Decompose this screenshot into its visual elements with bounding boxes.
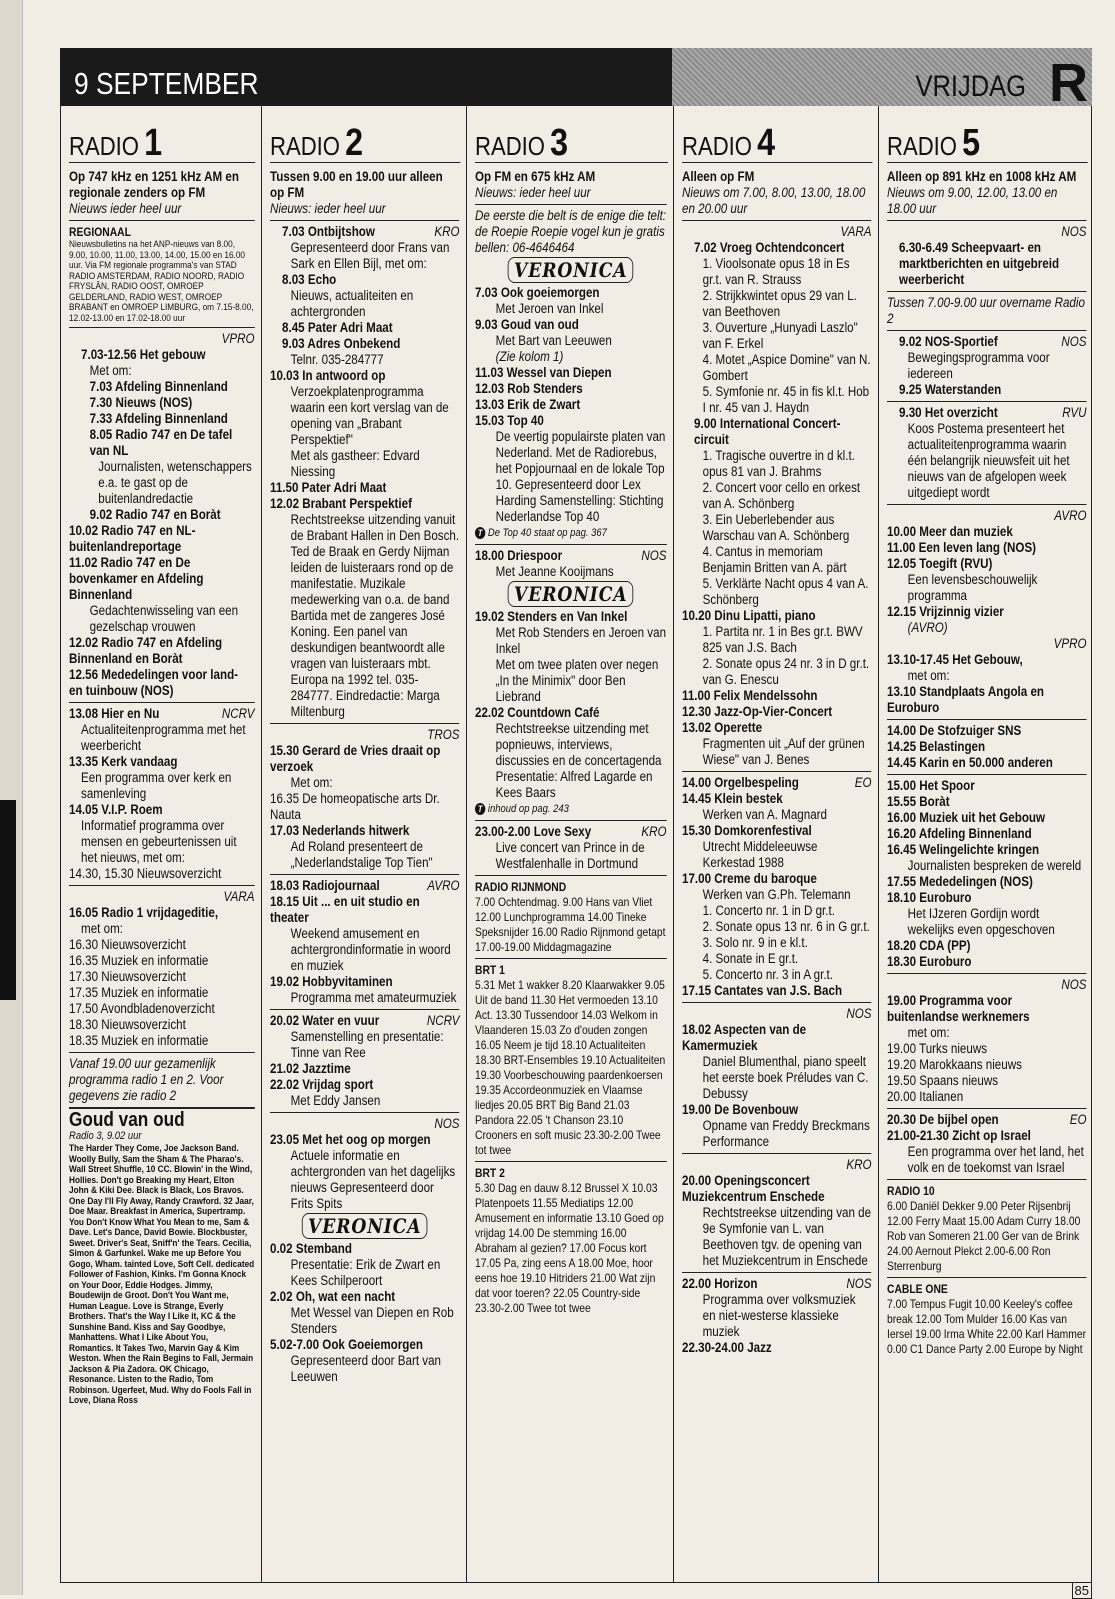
program-title: 10.00 Meer dan muziek xyxy=(887,524,1013,539)
station-label: RADIO xyxy=(270,131,340,161)
news-note: Nieuws ieder heel uur xyxy=(69,201,182,216)
program-title: 23.05 Met het oog op morgen xyxy=(270,1132,431,1147)
program-title: 12.15 Vrijzinnig vizier xyxy=(887,604,1004,619)
program-title: 9.00 International Concert-circuit xyxy=(694,416,841,447)
program-text: Fragmenten uit „Auf der grünen Wiese" van J. Benes xyxy=(702,736,865,767)
broadcaster-label: RVU xyxy=(1062,405,1087,420)
program-title: 9.02 NOS-Sportief xyxy=(899,334,998,349)
veronica-logo xyxy=(270,1214,460,1238)
tip-note xyxy=(475,525,667,541)
program-title: 10.02 Radio 747 en NL-buitenlandreportage xyxy=(69,523,196,554)
broadcaster-label: EO xyxy=(1069,1112,1087,1127)
program-text: 1. Partita nr. 1 in Bes gr.t. BWV 825 van J.S. Bach xyxy=(702,624,863,655)
regional-station-text: 7.00 Tempus Fugit 10.00 Keeley's coffee break 12.00 Tom Mulder 16.00 Kas van Iersel 19.00 Irma White 22.00 Karl Hammer 0.00 C1 Dance Party 2.00 Europe by Night xyxy=(887,1297,1087,1356)
program-text: 19.50 Spaans nieuws xyxy=(887,1073,999,1088)
program-text: 17.50 Avondbladenoverzicht xyxy=(69,1001,215,1016)
program-title: 19.02 Hobbyvitaminen xyxy=(270,974,393,989)
program-title: 9.30 Het overzicht xyxy=(899,405,998,420)
station-title-radio2 xyxy=(270,122,461,163)
program-text: Daniel Blumenthal, piano speelt het eerste boek Préludes van C. Debussy xyxy=(702,1054,869,1101)
program-text: Rechtstreekse uitzending van de 9e Symfonie van L. van Beethoven tgv. de opening van het Muziekcentrum in Enschede xyxy=(702,1205,872,1268)
column-radio1 xyxy=(61,106,261,1582)
program-text: Journalisten bespreken de wereld xyxy=(907,858,1082,873)
broadcaster-label: NCRV xyxy=(221,706,255,721)
tip-icon: T xyxy=(475,803,485,815)
program-text: 5. Verklärte Nacht opus 4 van A. Schönberg xyxy=(702,576,869,607)
tip-note xyxy=(475,801,667,817)
program-text: 18.30 Nieuwsoverzicht xyxy=(69,1017,186,1032)
program-title: 19.00 De Bovenbouw xyxy=(682,1102,799,1117)
program-title: 7.03 Ook goeiemorgen xyxy=(475,285,600,300)
program-title: 16.05 Radio 1 vrijdageditie, xyxy=(69,905,219,920)
program-text: 4. Motet „Aspice Domine" van N. Gombert xyxy=(702,352,871,383)
program-title: 8.03 Echo xyxy=(282,272,337,287)
program-title: 9.03 Goud van oud xyxy=(475,317,579,332)
regional-title: REGIONAAL xyxy=(69,225,131,239)
program-text: Samenstelling en presentatie: Tinne van Ree xyxy=(290,1029,444,1060)
station-title-radio1 xyxy=(69,122,256,163)
program-title: 15.55 Boràt xyxy=(887,794,950,809)
program-text: 17.35 Muziek en informatie xyxy=(69,985,209,1000)
program-title: 11.00 Felix Mendelssohn xyxy=(682,688,818,703)
program-title: 20.02 Water en vuur xyxy=(270,1013,380,1028)
program-text: Rechtstreekse uitzending vanuit de Brabant Hallen in Den Bosch. Ted de Braak en Gerdy Nijman leiden de luisteraars rond op de manifestatie. Muzikale medewerking van o.a. de band Bartida met de zangeres José Koning. Een panel van deskundigen beantwoordt alle vragen van luisteraars mbt. Europa na 1992 tel. 035-284777. Eindredactie: Marga Miltenburg xyxy=(290,512,460,719)
station-title-radio4 xyxy=(682,122,873,163)
feature-subtitle: Radio 3, 9.02 uur xyxy=(69,1130,142,1142)
program-text: 14.30, 15.30 Nieuwsoverzicht xyxy=(69,866,222,881)
program-title: 11.00 Een leven lang (NOS) xyxy=(887,540,1037,555)
program-text: 1. Tragische ouvertre in d kl.t. opus 81 van J. Brahms xyxy=(702,448,855,479)
program-title: 14.00 Orgelbespeling xyxy=(682,775,799,790)
news-note: Nieuws: ieder heel uur xyxy=(270,201,386,216)
program-text: Gepresenteerd door Bart van Leeuwen xyxy=(290,1353,442,1384)
program-title: 18.00 Driespoor xyxy=(475,548,563,563)
header-day-bar xyxy=(672,48,1092,113)
broadcaster-label: NOS xyxy=(1061,334,1087,349)
feature-text: The Harder They Come, Joe Jackson Band. Woolly Bully, Sam the Sham & The Pharao's. Wall Street Shuffle, 10 CC. Blowin' in the Wind, Hollies. Don't go Breaking my Heart, Elton John & Kiki Dee. Black is Black, Los Bravos. One Day I'll Fly Away, Randy Crawford. 32 Jaar, Doe Maar. Breakfast in America, Supertramp. You Don't Know What You Mean to me, Sam & Dave. Let's Dance, David Bowie. Blockbuster, Sweet. Driver's Seat, Sniff'n' the Tears. Cecilia, Simon & Garfunkel. Wake me up Before You Gogo, Wham. tainted Love, Soft Cell. dedicated Follower of Fashion, Kinks. I'm Gonna Knock on Your Door, Eddie Hodges. Jimmy, Boudewijn de Groot. Don't You Want me, Human League. Love is Strange, Everly Brothers. That's the Way I Like it, KC & the Sunshine Band. Kiss and Say Goodbye, Manhattens. What I Like About You, Romantics. It Takes Two, Marvin Gay & Kim Weston. When the Rain Begins to Fall, Jermain Jackson & Pia Zadora. OK Chicago, Resonance. Listen to the Radio, Tom Robinson. Ugerfeet, Mud. Why do Fools Fall in Love, Diana Ross xyxy=(69,1143,255,1406)
program-text: Met om: xyxy=(290,775,333,790)
header-letter: R xyxy=(1049,53,1088,113)
regional-station-title: RADIO RIJNMOND xyxy=(475,880,567,894)
radio-grid xyxy=(60,106,1092,1583)
program-title: 15.30 Gerard de Vries draait op verzoek xyxy=(270,743,441,774)
program-text: 3. Solo nr. 9 in e kl.t. xyxy=(702,935,808,950)
column-radio4 xyxy=(673,106,878,1582)
program-text: (AVRO) xyxy=(907,620,948,635)
note: Vanaf 19.00 uur gezamenlijk programma radio 1 en 2. Voor gegevens zie radio 2 xyxy=(69,1056,224,1103)
veronica-logo xyxy=(475,258,667,282)
program-title: 18.10 Euroburo xyxy=(887,890,972,905)
veronica-logo-text: VERONICA xyxy=(508,257,633,283)
tip-icon: T xyxy=(475,527,485,539)
program-text: 3. Ein Ueberlebender aus Warschau van A. Schönberg xyxy=(702,512,850,543)
regional-station-text: 5.31 Met 1 wakker 8.20 Klaarwakker 9.05 Uit de band 11.30 Het vermoeden 13.10 Act. 13.30 Tussendoor 14.03 Welkom in Vlaanderen 15.03 Zo d'ouden zongen 16.05 Neem je tijd 18.10 Actualiteiten 18.30 BRT-Ensembles 19.10 Actualiteiten 19.30 Voorbeschouwing paardenkoersen 19.35 Accordeonmuziek en Vlaamse liedjes 20.05 BRT Big Band 21.03 Pandora 22.05 't Chanson 23.10 Crooners en soft music 23.30-2.00 Twee tot twee xyxy=(475,978,666,1157)
program-text: 16.35 De homeopatische arts Dr. Nauta xyxy=(270,791,440,822)
program-title: 15.00 Het Spoor xyxy=(887,778,975,793)
program-text: 2. Strijkkwintet opus 29 van L. van Beethoven xyxy=(702,288,857,319)
program-text: Rechtstreekse uitzending met popnieuws, interviews, discussies en de concertagenda Presentatie: Alfred Lagarde en Kees Baars xyxy=(495,721,662,800)
station-label: RADIO xyxy=(887,131,957,161)
program-text: 1. Concerto nr. 1 in D gr.t. xyxy=(702,903,835,918)
program-title: 20.30 De bijbel open xyxy=(887,1112,999,1127)
program-title: 15.30 Domkorenfestival xyxy=(682,823,812,838)
program-text: 2. Sonate opus 24 nr. 3 in D gr.t. van G. Enescu xyxy=(702,656,870,687)
frequency: Op FM en 675 kHz AM xyxy=(475,169,596,184)
program-text: Met als gastheer: Edvard Niessing xyxy=(290,448,420,479)
regional-station-text: 7.00 Ochtendmag. 9.00 Hans van Vliet 12.00 Lunchprogramma 14.00 Tineke Speksnijder 16.00 Radio Rijnmond getapt 17.00-19.00 Middagmagazine xyxy=(475,895,666,954)
program-title: 20.00 Openingsconcert Muziekcentrum Enschede xyxy=(682,1173,825,1204)
program-text: met om: xyxy=(81,921,123,936)
program-text: 18.35 Muziek en informatie xyxy=(69,1033,209,1048)
program-text: Telnr. 035-284777 xyxy=(290,352,384,367)
page-header xyxy=(60,48,1092,113)
regional-station-title: BRT 1 xyxy=(475,963,505,977)
program-text: 16.30 Nieuwsoverzicht xyxy=(69,937,186,952)
program-text: Met Rob Stenders en Jeroen van Inkel xyxy=(495,625,667,656)
column-radio5 xyxy=(878,106,1093,1582)
program-title: 13.10 Standplaats Angola en Euroburo xyxy=(887,684,1045,715)
program-text: Met Jeanne Kooijmans xyxy=(495,564,614,579)
program-title: 15.03 Top 40 xyxy=(475,413,544,428)
program-text: 16.35 Muziek en informatie xyxy=(69,953,209,968)
program-text: Een programma over kerk en samenleving xyxy=(81,770,232,801)
program-text: Actuele informatie en achtergronden van het dagelijks nieuws Gepresenteerd door Frits Spits xyxy=(290,1148,456,1211)
station-number: 5 xyxy=(962,122,981,164)
program-text: 19.20 Marokkaans nieuws xyxy=(887,1057,1022,1072)
news-note: Nieuws om 7.00, 8.00, 13.00, 18.00 en 20.00 uur xyxy=(682,185,866,216)
program-text: De veertig populairste platen van Nederland. Met de Radiorebus, het Popjournaal en de lokale Top 10. Gepresenteerd door Lex Harding Samenstelling: Stichting Nederlandse Top 40 xyxy=(495,429,666,524)
program-title: 0.02 Stemband xyxy=(270,1241,352,1256)
broadcaster-label: NOS xyxy=(846,1006,872,1021)
program-text: Bewegingsprogramma voor iedereen xyxy=(907,350,1050,381)
regional-station-title: RADIO 10 xyxy=(887,1184,935,1198)
broadcaster-label: VPRO xyxy=(221,331,255,346)
program-text: Programma over volksmuziek en niet-westerse klassieke muziek xyxy=(702,1292,856,1339)
program-title: 18.03 Radiojournaal xyxy=(270,878,380,893)
regional-station-title: BRT 2 xyxy=(475,1166,505,1180)
program-title: 12.02 Brabant Perspektief xyxy=(270,496,412,511)
tip-text: De Top 40 staat op pag. 367 xyxy=(487,527,607,539)
program-text: 19.00 Turks nieuws xyxy=(887,1041,988,1056)
program-title: 12.30 Jazz-Op-Vier-Concert xyxy=(682,704,833,719)
program-title: 14.05 V.I.P. Roem xyxy=(69,802,163,817)
broadcaster-label: VARA xyxy=(840,224,872,239)
program-text: 17.30 Nieuwsoverzicht xyxy=(69,969,186,984)
column-radio2 xyxy=(261,106,466,1582)
station-number: 3 xyxy=(550,122,569,164)
broadcaster-label: VARA xyxy=(223,889,255,904)
program-text: 20.00 Italianen xyxy=(887,1089,964,1104)
program-title: 18.30 Euroburo xyxy=(887,954,972,969)
program-title: 19.00 Programma voor buitenlandse werknemers xyxy=(887,993,1030,1024)
broadcaster-label: KRO xyxy=(846,1157,872,1172)
program-title: 6.30-6.49 Scheepvaart- en marktberichten en uitgebreid weerbericht xyxy=(899,240,1060,287)
program-text: Met Bart van Leeuwen xyxy=(495,333,612,348)
program-title: 14.45 Karin en 50.000 anderen xyxy=(887,755,1053,770)
program-title: 7.03 Afdeling Binnenland xyxy=(89,379,228,394)
broadcaster-label: VPRO xyxy=(1053,636,1087,651)
news-note: Nieuws: ieder heel uur xyxy=(475,185,591,200)
program-title: 7.33 Afdeling Binnenland xyxy=(89,411,228,426)
header-date: 9 SEPTEMBER xyxy=(74,66,259,101)
regional-station-text: 5.30 Dag en dauw 8.12 Brussel X 10.03 Platenpoets 11.55 Mediatips 12.00 Amusement en informatie 13.10 Goed op vrijdag 14.00 De stemming 16.00 Abraham al gezien? 17.00 Focus kort 17.05 Pa, zing eens A 18.00 Moe, hoor eens hoe 19.10 Hitriders 21.00 Wat zijn dat voor toeren? 22.05 Country-side 23.30-2.00 Twee tot twee xyxy=(475,1181,664,1315)
broadcaster-label: KRO xyxy=(641,824,667,839)
program-text: Met om: xyxy=(89,363,132,378)
program-title: 14.45 Klein bestek xyxy=(682,791,783,806)
broadcaster-label: AVRO xyxy=(1054,508,1087,523)
program-title: 13.10-17.45 Het Gebouw, xyxy=(887,652,1023,667)
program-title: 9.25 Waterstanden xyxy=(899,382,1002,397)
program-title: 10.20 Dinu Lipatti, piano xyxy=(682,608,816,623)
frequency: Tussen 9.00 en 19.00 uur alleen op FM xyxy=(270,169,443,200)
broadcaster-label: KRO xyxy=(434,224,460,239)
regional-station-text: 6.00 Daniël Dekker 9.00 Peter Rijsenbrij 12.00 Ferry Maat 15.00 Adam Curry 18.00 Rob van Someren 21.00 Ger van de Brink 24.00 Aernout Plekct 2.00-6.00 Ron Sterrenburg xyxy=(887,1199,1081,1273)
program-text: Actualiteitenprogramma met het weerbericht xyxy=(81,722,246,753)
program-title: 18.15 Uit ... en uit studio en theater xyxy=(270,894,420,925)
veronica-logo-text: VERONICA xyxy=(302,1213,427,1239)
program-text: met om: xyxy=(907,668,950,683)
program-text: met om: xyxy=(907,1025,950,1040)
station-label: RADIO xyxy=(69,131,139,161)
program-title: 16.45 Welingelichte kringen xyxy=(887,842,1040,857)
program-title: 14.00 De Stofzuiger SNS xyxy=(887,723,1022,738)
program-text: Programma met amateurmuziek xyxy=(290,990,457,1005)
program-title: 22.02 Vrijdag sport xyxy=(270,1077,374,1092)
program-text: Werken van A. Magnard xyxy=(702,807,827,822)
program-title: 22.02 Countdown Café xyxy=(475,705,600,720)
program-title: 13.02 Operette xyxy=(682,720,763,735)
program-title: 16.00 Muziek uit het Gebouw xyxy=(887,810,1046,825)
program-title: 11.02 Radio 747 en De bovenkamer en Afdeling Binnenland xyxy=(69,555,204,602)
program-title: 23.00-2.00 Love Sexy xyxy=(475,824,592,839)
program-text: Presentatie: Erik de Zwart en Kees Schilperoort xyxy=(290,1257,441,1288)
program-text: Een programma over het land, het volk en de toekomst van Israel xyxy=(907,1144,1084,1175)
program-title: 7.02 Vroeg Ochtendconcert xyxy=(694,240,845,255)
station-number: 2 xyxy=(345,122,364,164)
program-text: Met Jeroen van Inkel xyxy=(495,301,604,316)
program-title: 12.05 Toegift (RVU) xyxy=(887,556,993,571)
frequency: Alleen op 891 kHz en 1008 kHz AM xyxy=(887,169,1077,184)
header-day: VRIJDAG xyxy=(915,70,1026,103)
news-note: Nieuws om 9.00, 12.00, 13.00 en 18.00 uur xyxy=(887,185,1058,216)
adjacent-page-edge xyxy=(0,0,23,1595)
station-number: 1 xyxy=(144,122,163,164)
program-text: Opname van Freddy Breckmans Performance xyxy=(702,1118,870,1149)
program-title: 18.20 CDA (PP) xyxy=(887,938,971,953)
program-title: 12.03 Rob Stenders xyxy=(475,381,583,396)
program-title: 2.02 Oh, wat een nacht xyxy=(270,1289,396,1304)
program-title: 17.00 Creme du baroque xyxy=(682,871,817,886)
program-title: 7.30 Nieuws (NOS) xyxy=(89,395,193,410)
program-text: Live concert van Prince in de Westfalenhalle in Dortmund xyxy=(495,840,645,871)
program-title: 10.03 In antwoord op xyxy=(270,368,386,383)
broadcaster-label: NOS xyxy=(434,1116,460,1131)
broadcaster-label: AVRO xyxy=(427,878,460,893)
program-text: 5. Concerto nr. 3 in A gr.t. xyxy=(702,967,834,982)
broadcaster-label: NOS xyxy=(641,548,667,563)
program-text: Met om twee platen over negen „In the Minimix" door Ben Liebrand xyxy=(495,657,659,704)
program-title: 8.45 Pater Adri Maat xyxy=(282,320,393,335)
program-title: 19.02 Stenders en Van Inkel xyxy=(475,609,628,624)
broadcaster-label: NOS xyxy=(1061,224,1087,239)
program-text: Nieuws, actualiteiten en achtergronden xyxy=(290,288,414,319)
veronica-logo xyxy=(475,582,667,606)
regional-station-title: CABLE ONE xyxy=(887,1282,948,1296)
program-title: 18.02 Aspecten van de Kamermuziek xyxy=(682,1022,807,1053)
page-number: 85 xyxy=(1072,1582,1092,1599)
program-text: Utrecht Middeleeuwse Kerkestad 1988 xyxy=(702,839,818,870)
program-title: 13.03 Erik de Zwart xyxy=(475,397,581,412)
program-text: Met Wessel van Diepen en Rob Stenders xyxy=(290,1305,454,1336)
station-label: RADIO xyxy=(475,131,545,161)
program-title: 12.56 Mededelingen voor land- en tuinbouw (NOS) xyxy=(69,667,239,698)
program-title: 17.15 Cantates van J.S. Bach xyxy=(682,983,843,998)
program-text: 5. Symfonie nr. 45 in fis kl.t. Hob I nr. 45 van J. Haydn xyxy=(702,384,870,415)
regional-text: Nieuwsbulletins na het ANP-nieuws van 8.00, 9.00, 10.00, 11.00, 13.00, 14.00, 15.00 en 16.00 uur. Via FM regionale programma's van STAD RADIO AMSTERDAM, RADIO NOORD, RADIO FRYSLÂN, RADIO OOST, OMROEP GELDERLAND, RADIO WEST, OMROEP BRABANT en OMROEP LIMBURG, om 7.15-8.00, 12.02-13.00 en 17.02-18.00 uur xyxy=(69,239,254,324)
program-title: 5.02-7.00 Ook Goeiemorgen xyxy=(270,1337,423,1352)
program-text: Weekend amusement en achtergrondinformatie in woord en muziek xyxy=(290,926,451,973)
program-title: 17.55 Mededelingen (NOS) xyxy=(887,874,1033,889)
feature-title: Goud van oud xyxy=(69,1109,185,1131)
program-text: 2. Concert voor cello en orkest van A. Schönberg xyxy=(702,480,861,511)
program-title: 12.02 Radio 747 en Afdeling Binnenland en Boràt xyxy=(69,635,223,666)
column-radio3 xyxy=(466,106,673,1582)
program-text: 4. Cantus in memoriam Benjamin Britten van A. pärt xyxy=(702,544,847,575)
note: Tussen 7.00-9.00 uur overname Radio 2 xyxy=(887,295,1085,326)
program-text: 3. Ouverture „Hunyadi Laszlo" van F. Erkel xyxy=(702,320,858,351)
program-text: Gedachtenwisseling van een gezelschap vrouwen xyxy=(89,603,239,634)
program-text: Informatief programma over mensen en gebeurtenissen uit het nieuws, met om: xyxy=(81,818,237,865)
program-title: 14.25 Belastingen xyxy=(887,739,986,754)
program-text: Met Eddy Jansen xyxy=(290,1093,381,1108)
program-title: 13.35 Kerk vandaag xyxy=(69,754,178,769)
program-title: 21.02 Jazztime xyxy=(270,1061,351,1076)
program-title: 16.20 Afdeling Binnenland xyxy=(887,826,1032,841)
tip-text: inhoud op pag. 243 xyxy=(487,803,569,815)
program-text: (Zie kolom 1) xyxy=(495,349,564,364)
header-date-bar xyxy=(60,48,672,106)
adjacent-page-mark xyxy=(0,800,16,1000)
program-text: Verzoekplatenprogramma waarin een kort verslag van de opening van „Brabant Perspektief" xyxy=(290,384,449,447)
station-label: RADIO xyxy=(682,131,752,161)
broadcaster-label: NOS xyxy=(1061,977,1087,992)
program-text: 4. Sonate in E gr.t. xyxy=(702,951,799,966)
program-text: Gepresenteerd door Frans van Sark en Ellen Bijl, met om: xyxy=(290,240,450,271)
broadcaster-label: EO xyxy=(854,775,872,790)
program-text: Een levensbeschouwelijk programma xyxy=(907,572,1038,603)
tv-guide-page xyxy=(60,48,1092,1598)
program-text: Ad Roland presenteert de „Nederlandstalige Top Tien" xyxy=(290,839,433,870)
veronica-logo-text: VERONICA xyxy=(508,581,633,607)
program-text: Journalisten, wetenschappers e.a. te gast op de buitenlandredactie xyxy=(98,459,252,506)
broadcaster-label: TROS xyxy=(427,727,460,742)
broadcaster-label: NCRV xyxy=(426,1013,460,1028)
program-title: 22.30-24.00 Jazz xyxy=(682,1340,772,1355)
program-title: 17.03 Nederlands hitwerk xyxy=(270,823,410,838)
station-title-radio5 xyxy=(887,122,1088,163)
program-text: Koos Postema presenteert het actualiteitenprogramma waarin één belangrijk nieuwsfeit uit het nieuws van de afgelopen week uitgediept wordt xyxy=(907,421,1070,500)
program-text: 2. Sonate opus 13 nr. 6 in G gr.t. xyxy=(702,919,870,934)
program-title: 7.03 Ontbijtshow xyxy=(282,224,375,239)
frequency: Op 747 kHz en 1251 kHz AM en regionale zenders op FM xyxy=(69,169,239,200)
station-number: 4 xyxy=(757,122,776,164)
program-title: 13.08 Hier en Nu xyxy=(69,706,160,721)
program-text: Werken van G.Ph. Telemann xyxy=(702,887,851,902)
program-title: 9.03 Adres Onbekend xyxy=(282,336,401,351)
program-title: 7.03-12.56 Het gebouw xyxy=(81,347,206,362)
program-text: 1. Vioolsonate opus 18 in Es gr.t. van R. Strauss xyxy=(702,256,850,287)
frequency: Alleen op FM xyxy=(682,169,755,184)
program-title: 22.00 Horizon xyxy=(682,1276,758,1291)
program-title: 11.03 Wessel van Diepen xyxy=(475,365,612,380)
program-title: 8.05 Radio 747 en De tafel van NL xyxy=(89,427,233,458)
program-title: 11.50 Pater Adri Maat xyxy=(270,480,387,495)
program-title: 21.00-21.30 Zicht op Israel xyxy=(887,1128,1031,1143)
station-title-radio3 xyxy=(475,122,668,163)
program-text: Het IJzeren Gordijn wordt wekelijks even opgeschoven xyxy=(907,906,1055,937)
broadcaster-label: NOS xyxy=(846,1276,872,1291)
intro-note: De eerste die belt is de enige die telt: de Roepie Roepie vogel kun je gratis bellen: 06-4646464 xyxy=(475,208,667,255)
program-title: 9.02 Radio 747 en Boràt xyxy=(89,507,221,522)
